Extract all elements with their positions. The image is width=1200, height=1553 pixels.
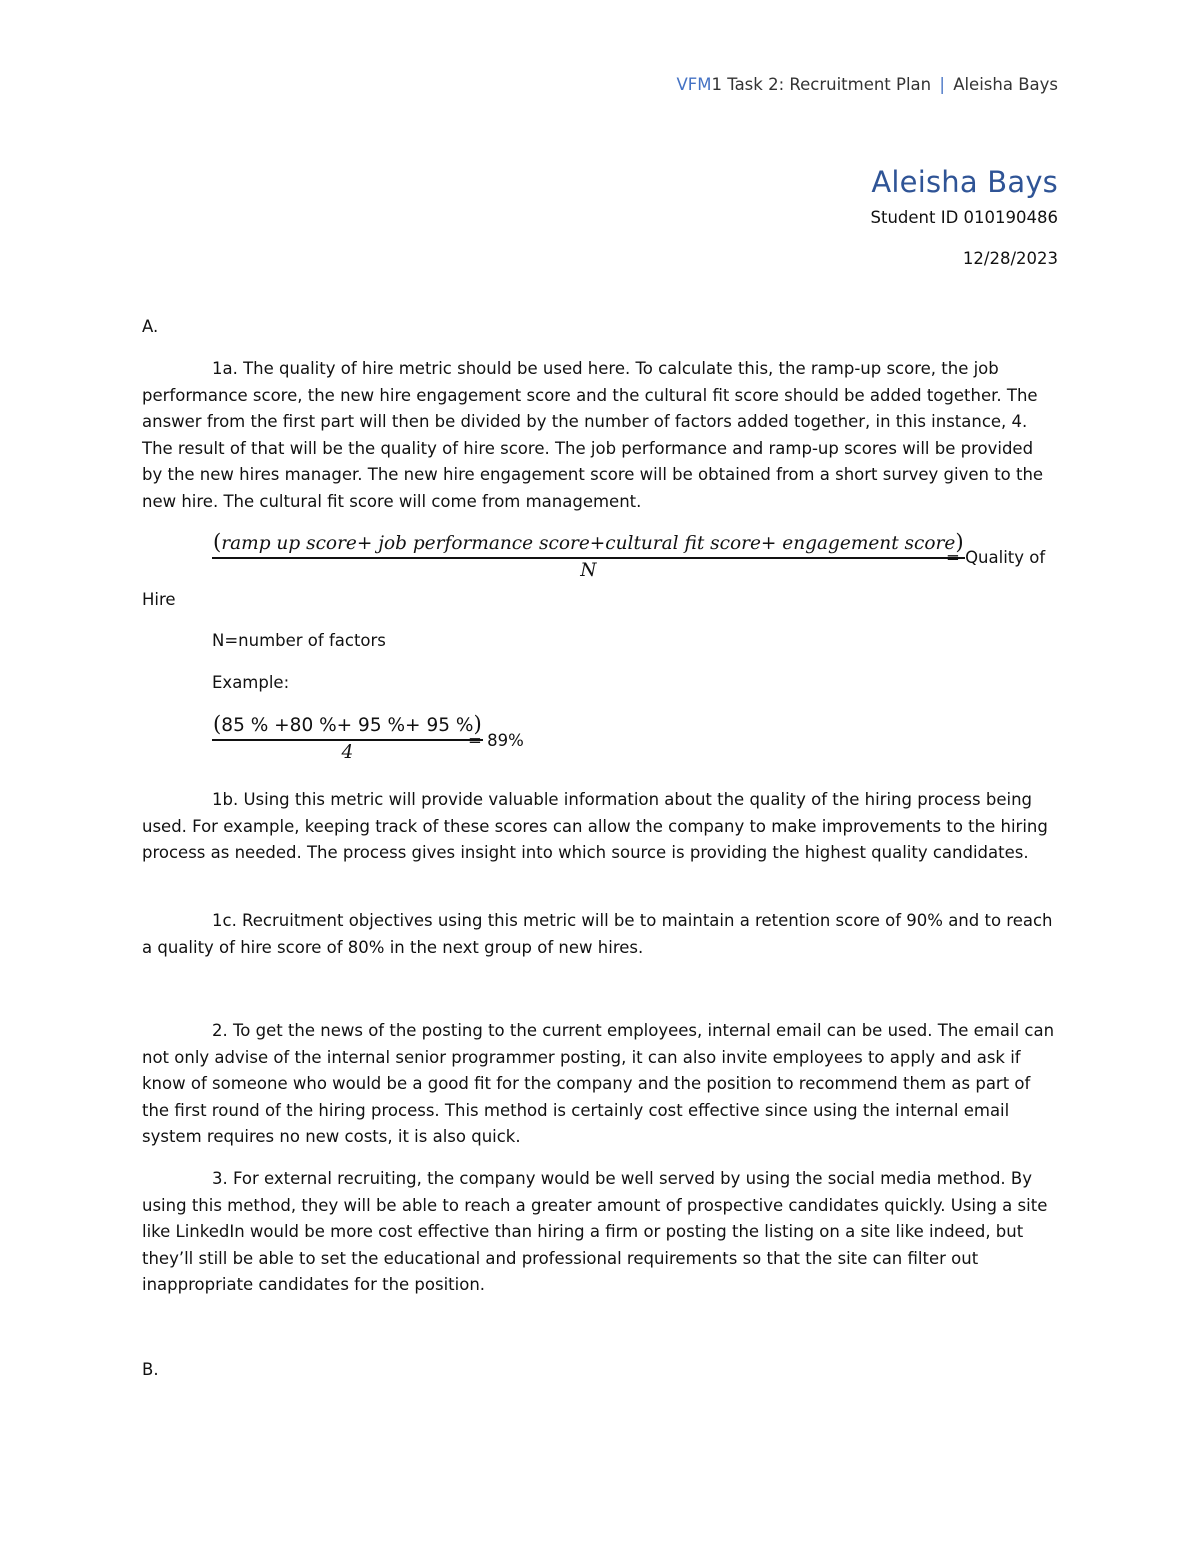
formula-result-wrap: Hire <box>142 590 176 609</box>
section-b-label: B. <box>142 1360 159 1379</box>
paragraph-3-container <box>142 1166 1058 1299</box>
paragraph-1c: 1c. Recruitment objectives using this metric will be to maintain a retention score of 90% and to reach a quality of hire score of 80% in the next group of new hires. <box>142 911 1053 957</box>
section-a-label: A. <box>142 317 159 336</box>
paragraph-2: 2. To get the news of the posting to the current employees, internal email can be used. The email can not only advise of the internal senior programmer posting, it can also invite employees to apply and ask if know of someone who would be a good fit for the company and the position to recommend them as part of the first round of the hiring process. This method is certainly cost effective since using the internal email system requires no new costs, it is also quick. <box>142 1021 1055 1146</box>
example-result: = 89% <box>468 731 524 750</box>
paragraph-1b-container <box>142 787 1058 867</box>
paragraph-1a: 1a. The quality of hire metric should be used here. To calculate this, the ramp-up score, the job performance score, the new hire engagement score and the cultural fit score should be added together. The answer from the first part will then be divided by the number of factors added together, in this instance, 4. The result of that will be the quality of hire score. The job performance and ramp-up scores will be provided by the new hires manager. The new hire engagement score will be obtained from a short survey given to the new hire. The cultural fit score will come from management. <box>142 359 1044 511</box>
title-block <box>871 162 1059 268</box>
header-course-code: VFM <box>676 75 712 94</box>
n-definition: N=number of factors <box>212 631 386 650</box>
author-name: Aleisha Bays <box>871 165 1058 199</box>
example-open-paren: ( <box>213 712 222 737</box>
example-numerator-text: 85 % +80 %+ 95 %+ 95 % <box>221 715 474 736</box>
header-task-title: 1 Task 2: Recruitment Plan <box>711 75 932 94</box>
formula-denominator: N <box>580 559 597 581</box>
formula-close-paren: ) <box>955 530 964 555</box>
example-formula <box>212 712 483 763</box>
header-author: Aleisha Bays <box>953 75 1058 94</box>
student-id: Student ID 010190486 <box>870 208 1058 227</box>
paragraph-1c-container <box>142 908 1058 961</box>
formula-numerator <box>212 530 965 557</box>
paragraph-3: 3. For external recruiting, the company would be well served by using the social media method. By using this method, they will be able to reach a greater amount of prospective candidates quickly. Using a site like LinkedIn would be more cost effective than hiring a firm or posting the listing on a site like indeed, but they’ll still be able to set the educational and professional requirements so that the site can filter out inappropriate candidates for the position. <box>142 1169 1048 1294</box>
formula-open-paren: ( <box>213 530 222 555</box>
example-numerator <box>212 712 483 739</box>
paragraph-1b: 1b. Using this metric will provide valuable information about the quality of the hiring process being used. For example, keeping track of these scores can allow the company to make improvements to the hiring process as needed. The process gives insight into which source is providing the highest quality candidates. <box>142 790 1048 862</box>
running-header <box>676 75 1058 94</box>
formula-numerator-text: ramp up score+ job performance score+cultural fit score+ engagement score <box>221 533 956 554</box>
example-label: Example: <box>212 673 290 692</box>
formula-result: = Quality of <box>946 548 1046 567</box>
section-b-heading <box>142 1357 1058 1384</box>
paragraph-2-container <box>142 1018 1058 1151</box>
paragraph-1a-container <box>142 356 1058 515</box>
example-denominator: 4 <box>341 741 354 763</box>
quality-of-hire-formula <box>212 530 965 581</box>
header-separator: | <box>939 75 945 94</box>
section-a-heading <box>142 314 1058 341</box>
document-date: 12/28/2023 <box>962 249 1058 268</box>
example-close-paren: ) <box>473 712 482 737</box>
